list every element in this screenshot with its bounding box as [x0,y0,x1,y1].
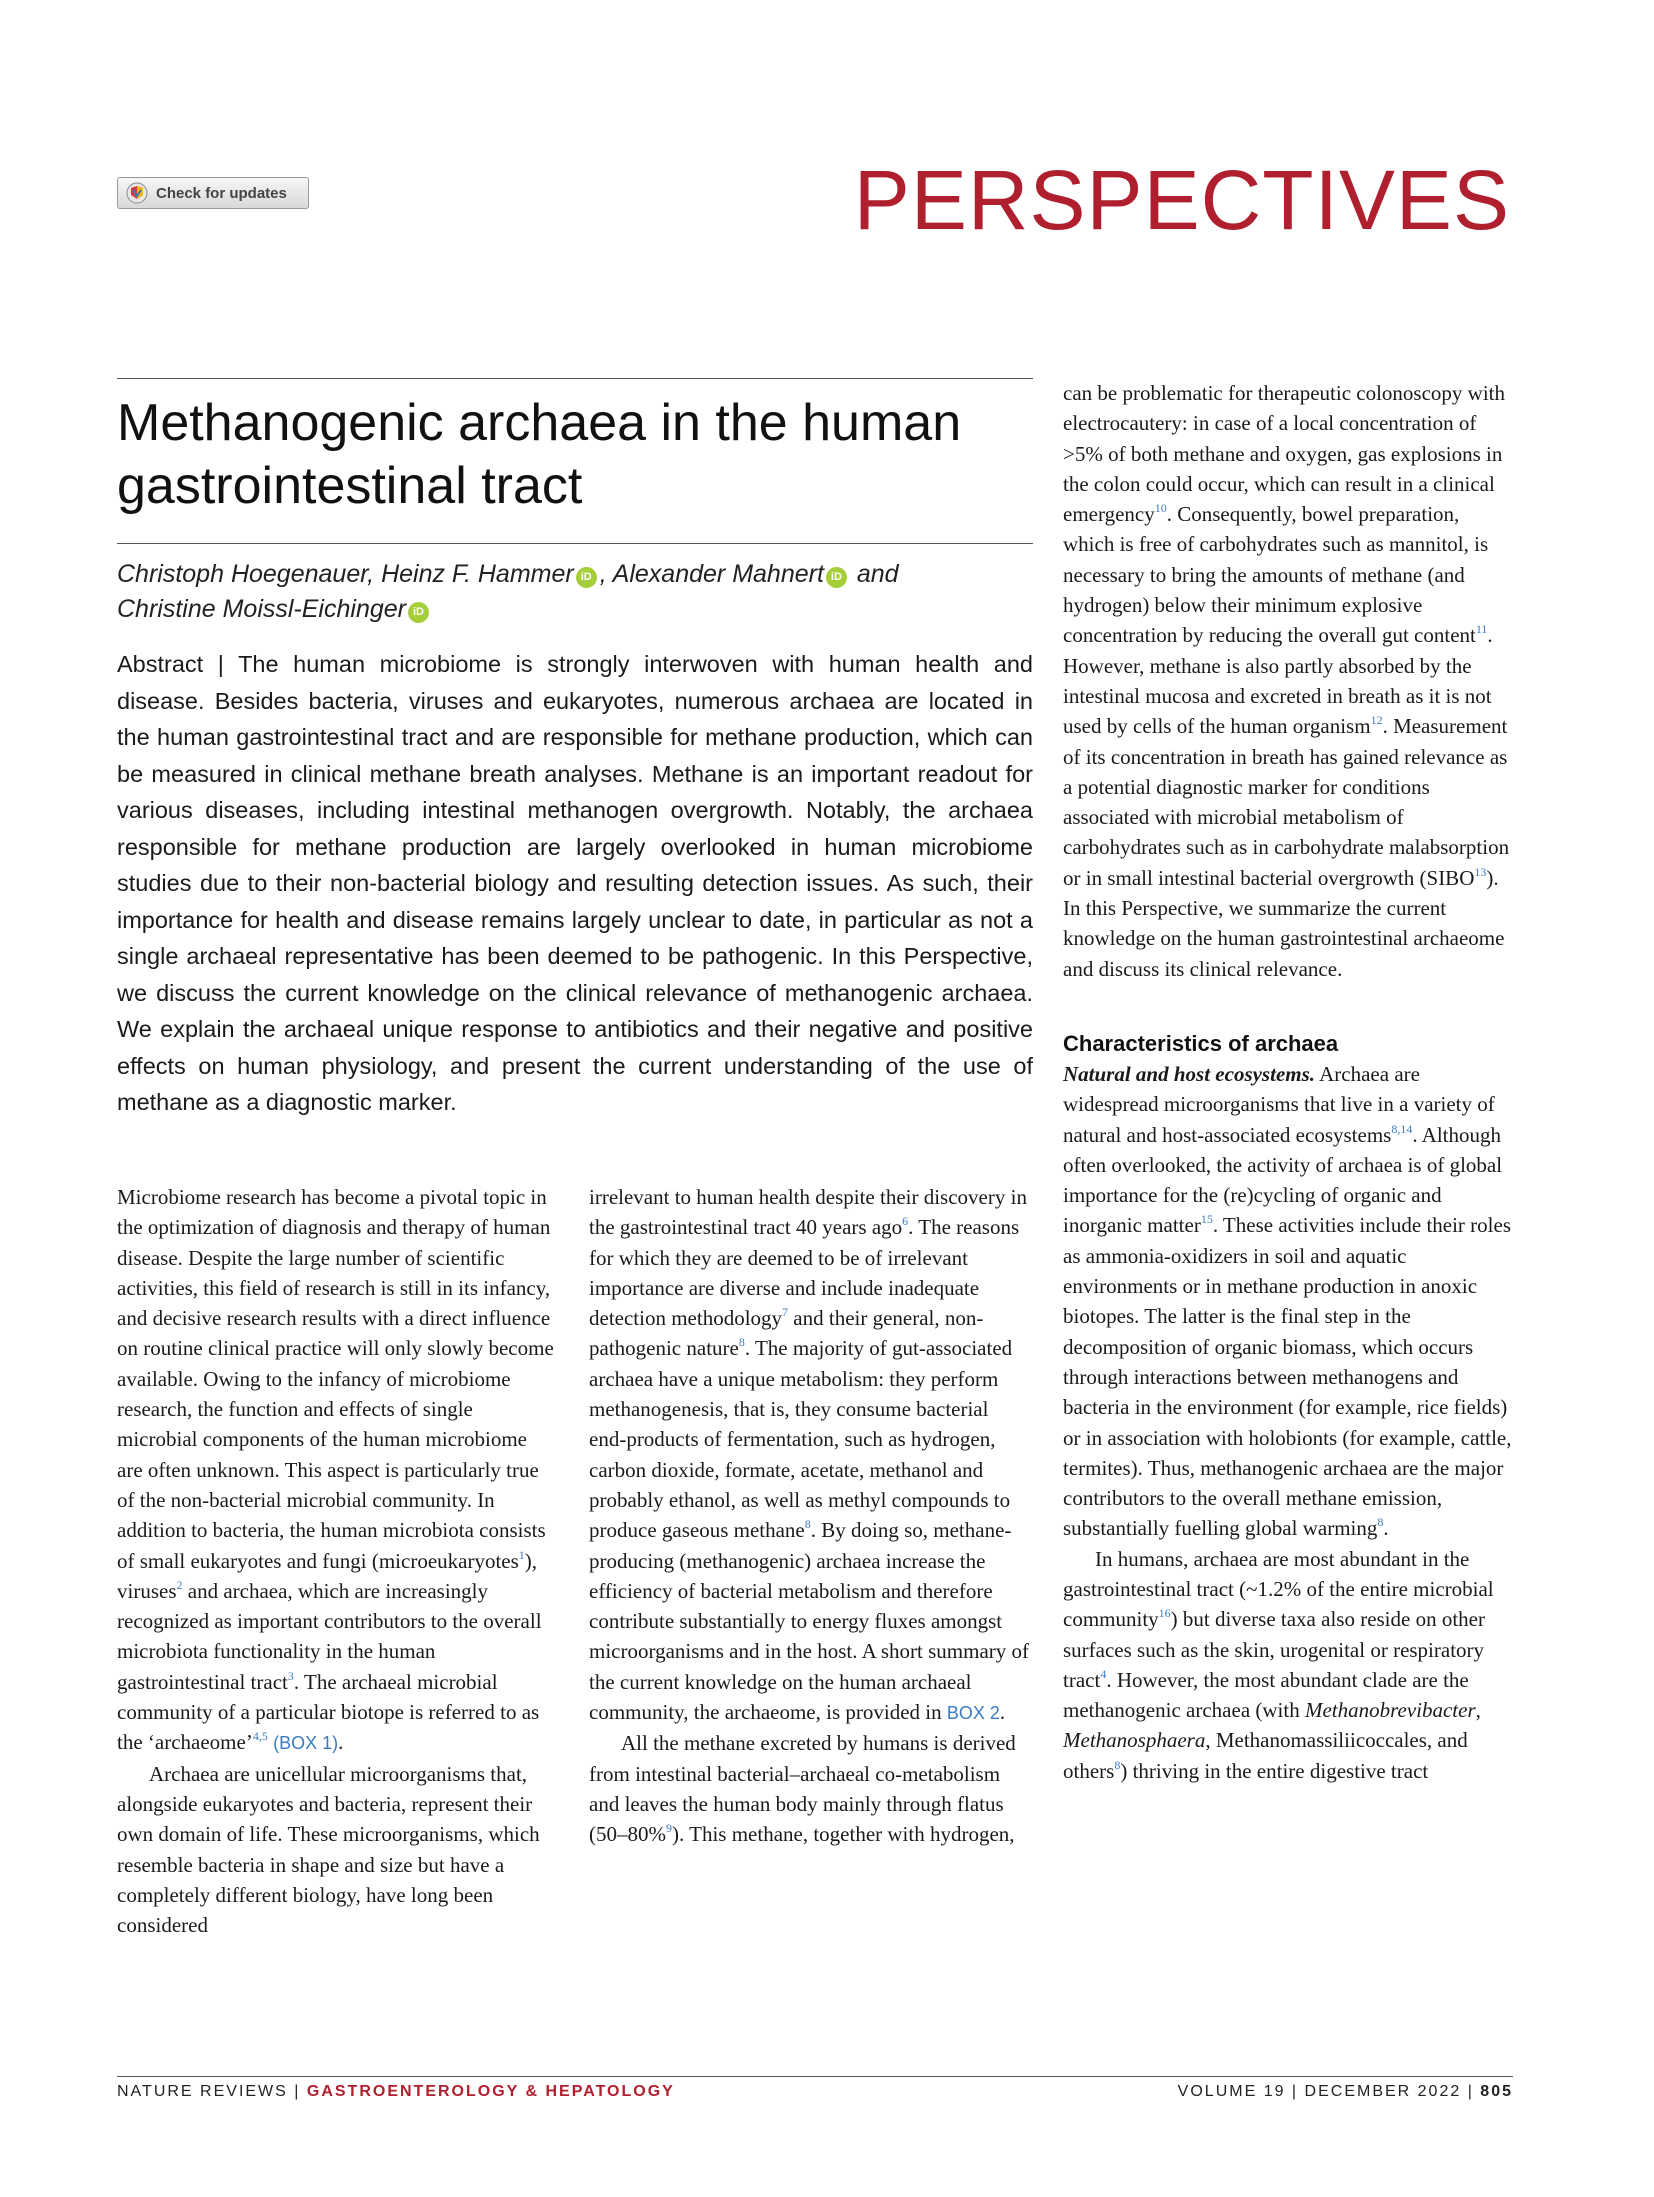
genus-name: Methanobrevibacter [1304,1698,1476,1723]
body-text: Archaea are widespread microorganisms that live in a variety of natural and host-associated ecosystems [1063,1061,1495,1147]
body-paragraph [589,1728,1029,1849]
body-column-1 [117,1182,557,1940]
body-text: , [1475,1698,1481,1723]
article-title: Methanogenic archaea in the human gastrointestinal tract [117,394,962,515]
genus-name: Methanosphaera [1063,1728,1206,1753]
reference-link[interactable]: 16 [1158,1606,1171,1621]
body-text: . By doing so, methane-producing (methanogenic) archaea increase the efficiency of bacterial metabolism and therefore contribute substantially to energy fluxes amongst microorganisms and in the host. A short summary of the current knowledge on the human archaeal community, the archaeome, is provided in [589,1518,1029,1725]
box-link[interactable]: BOX 2 [946,1703,1000,1724]
body-paragraph: Archaea are unicellular microorganisms that, alongside eukaryotes and bacteria, represent their own domain of life. These microorganisms, which resemble bacteria in shape and size but have a completely different biology, have long been considered [117,1761,540,1938]
body-text: . Measurement of its concentration in breath has gained relevance as a potential diagnostic marker for conditions associated with microbial metabolism of carbohydrates such as in carbohydrate malabsorption or in small intestinal bacterial overgrowth (SIBO [1063,714,1510,890]
author-separator: and [849,560,899,588]
body-text: can be problematic for therapeutic colonoscopy with electrocautery: in case of a local concentration of >5% of both methane and oxygen, gas explosions in the colon could occur, which can result in a clinical emergency [1063,381,1506,527]
reference-link[interactable]: 15 [1200,1212,1213,1227]
author-separator: , [599,560,613,588]
body-text: . [338,1730,344,1755]
footer-rule [117,2076,1513,2077]
title-bottom-rule [117,543,1033,544]
reference-link[interactable]: 8 [1114,1757,1121,1772]
body-text: . However, methane is also partly absorbed by the intestinal mucosa and excreted in breath as it is not used by cells of the human organism [1063,623,1493,739]
body-text: . The reasons for which they are deemed to be of irrelevant importance are diverse and include inadequate detection methodology [589,1215,1020,1331]
orcid-icon[interactable]: iD [576,567,597,588]
author-name: Christoph Hoegenauer, [117,560,382,588]
section-label: PERSPECTIVES [853,153,1510,247]
body-text: . [1383,1516,1389,1541]
footer-publisher: NATURE REVIEWS | [117,2083,307,2100]
reference-link[interactable]: 3 [287,1668,294,1683]
reference-link[interactable]: 12 [1370,713,1383,728]
body-text: ), viruses [117,1548,538,1603]
section-heading: Characteristics of archaea [1063,1030,1339,1056]
body-text: . The archaeal microbial community of a particular biotope is referred to as the ‘archaeome’ [117,1669,540,1755]
reference-link[interactable]: 6 [902,1214,909,1229]
reference-link[interactable]: 10 [1154,501,1167,516]
reference-link[interactable]: 4,5 [252,1729,268,1744]
subsection-heading: Natural and host ecosystems. [1063,1061,1316,1086]
author-name: Alexander Mahnert [612,560,824,588]
reference-link[interactable]: 4 [1100,1666,1107,1681]
reference-link[interactable]: 11 [1475,622,1488,637]
body-text: In humans, archaea are most abundant in the gastrointestinal tract (~1.2% of the entire microbial community [1063,1546,1494,1632]
body-column-2 [589,1182,1029,1850]
body-text: . Consequently, bowel preparation, which is free of carbohydrates such as mannitol, is necessary to bring the amounts of methane (and hydrogen) below their minimum explosive concentration by reducing the overall gut content [1063,502,1489,648]
author-list [117,557,1037,627]
author-name: Heinz F. Hammer [381,560,574,588]
reference-link[interactable]: 9 [666,1821,672,1836]
body-paragraph [589,1182,1029,1728]
reference-link[interactable]: 2 [176,1577,183,1592]
author-name: Christine Moissl-Eichinger [117,595,406,623]
check-for-updates-label: Check for updates [156,184,287,202]
title-top-rule [117,378,1033,379]
reference-link[interactable]: 1 [518,1547,525,1562]
orcid-icon[interactable]: iD [826,567,847,588]
reference-link[interactable]: 8 [738,1335,745,1350]
body-text: and archaea, which are increasingly recognized as important contributors to the overall microbiota functionality in the human gastrointestinal tract [117,1578,542,1694]
body-column-3 [1063,378,1513,1786]
body-text: , Methanomassiliicoccales, and others [1063,1728,1468,1783]
body-text: . Although often overlooked, the activity of archaea is of global importance for the (re)cycling of organic and inorganic matter [1063,1122,1503,1238]
reference-link[interactable]: 8,14 [1391,1121,1413,1136]
body-text: ). In this Perspective, we summarize the current knowledge on the human gastrointestinal archaeome and discuss its clinical relevance. [1063,865,1505,981]
footer-journal [117,2083,675,2101]
reference-link[interactable]: 8 [804,1517,811,1532]
abstract-text: The human microbiome is strongly interwoven with human health and disease. Besides bacteria, viruses and eukaryotes, numerous archaea are located in the human gastrointestinal tract and are responsible for methane production, which can be measured in clinical methane breath analyses. Methane is an important readout for various diseases, including intestinal methanogen overgrowth. Notably, the archaea responsible for methane production are largely overlooked in human microbiome studies due to their non-bacterial biology and resulting detection issues. As such, their importance for health and disease remains largely unclear to date, in particular as not a single archaeal representative has been deemed to be pathogenic. In this Perspective, we discuss the current knowledge on the clinical relevance of methanogenic archaea. We explain the archaeal unique response to antibiotics and their negative and positive effects on human physiology, and present the current understanding of the use of methane as a diagnostic marker. [117,651,1034,1115]
body-text: ) thriving in the entire digestive tract [1120,1758,1429,1783]
body-text: . These activities include their roles as ammonia-oxidizers in soil and aquatic environments or in methane production in anoxic biotopes. The latter is the final step in the decomposition of organic biomass, which occurs through interactions between methanogens and bacteria in the environment (for example, rice fields) or in association with holobionts (for example, cattle, termites). Thus, methanogenic archaea are the major contributors to the overall methane emission, substantially fuelling global warming [1063,1213,1512,1541]
orcid-icon[interactable]: iD [408,602,429,623]
crossmark-icon [126,182,148,204]
reference-link[interactable]: 13 [1474,864,1487,879]
box-link[interactable]: (BOX 1) [273,1733,339,1754]
reference-link[interactable]: 7 [782,1305,789,1320]
body-paragraph [1063,1059,1513,1544]
footer-issue [1178,2083,1513,2101]
body-text: All the methane excreted by humans is derived from intestinal bacterial–archaeal co-metabolism and leaves the human body mainly through flatus (50–80% [589,1731,1016,1847]
body-text: . However, the most abundant clade are the methanogenic archaea (with [1063,1667,1469,1723]
body-text: ). This methane, together with hydrogen, [672,1822,1015,1847]
footer-volume: VOLUME 19 | DECEMBER 2022 | [1177,2083,1481,2100]
body-text: Microbiome research has become a pivotal topic in the optimization of diagnosis and therapy of human disease. Despite the large number of scientific activities, this field of research is still in its infancy, and decisive research results with a direct influence on routine clinical practice will only slowly become available. Owing to the infancy of microbiome research, the function and effects of single microbial components of the human microbiome are often unknown. This aspect is particularly true of the non-bacterial microbial community. In addition to bacteria, the human microbiota consists of small eukaryotes and fungi (microeukaryotes [117,1185,554,1573]
body-paragraph [1063,1544,1513,1786]
body-text: ) but diverse taxa also reside on other surfaces such as the skin, urogenital or respiratory tract [1063,1607,1485,1692]
body-text: . [999,1700,1006,1725]
abstract [117,646,1033,1121]
reference-link[interactable]: 8 [1377,1515,1384,1530]
body-text: irrelevant to human health despite their discovery in the gastrointestinal tract 40 years ago [589,1185,1027,1240]
check-for-updates-button[interactable] [117,177,309,209]
body-paragraph [1063,378,1513,984]
body-text: . The majority of gut-associated archaea have a unique metabolism: they perform methanogenesis, that is, they consume bacterial end-products of fermentation, such as hydrogen, carbon dioxide, formate, acetate, methanol and probably ethanol, as well as methyl compounds to produce gaseous methane [589,1336,1013,1543]
body-text: and their general, non-pathogenic nature [589,1306,984,1361]
footer-journal-name: GASTROENTEROLOGY & HEPATOLOGY [306,2083,675,2100]
page-number: 805 [1480,2083,1513,2100]
body-paragraph [117,1182,557,1759]
abstract-label: Abstract | [117,651,239,677]
